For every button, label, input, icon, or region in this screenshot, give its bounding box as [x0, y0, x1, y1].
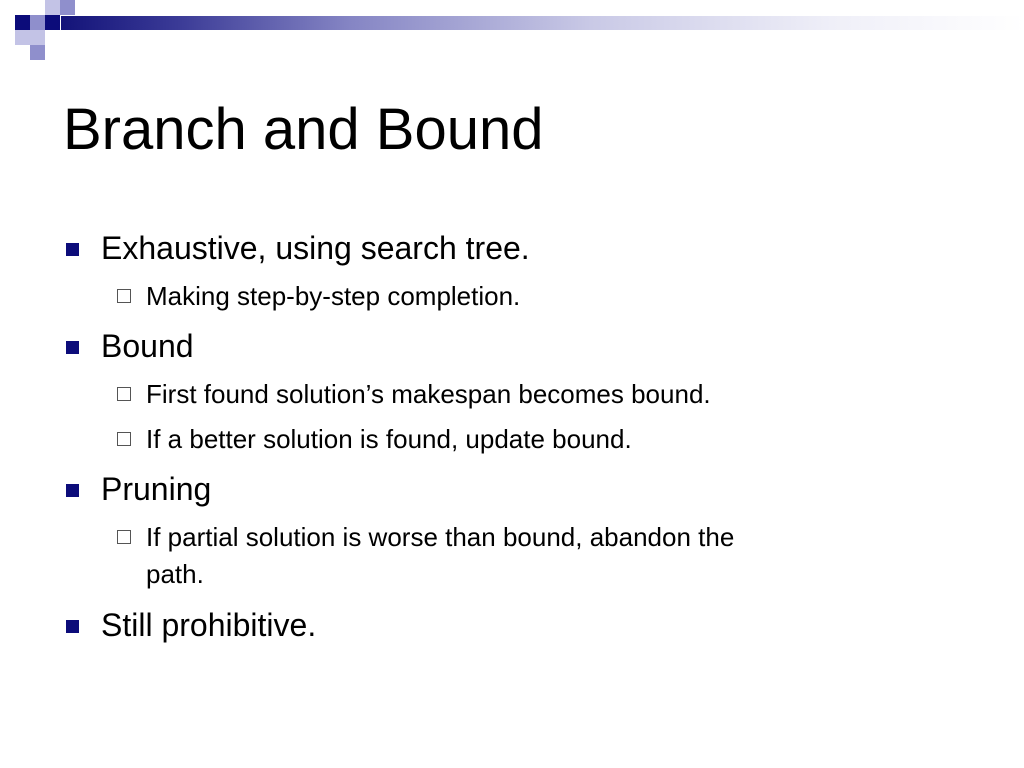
- bullet-item: Exhaustive, using search tree.: [101, 230, 530, 266]
- square-bullet-icon: [66, 243, 79, 256]
- sub-bullet-item: Making step-by-step completion.: [146, 281, 521, 311]
- sub-bullet-item: If partial solution is worse than bound, abandon the: [146, 522, 735, 552]
- hollow-square-bullet-icon: [117, 530, 131, 544]
- slide-title: Branch and Bound: [63, 97, 544, 162]
- bullet-item: Bound: [101, 328, 194, 364]
- square-bullet-icon: [66, 341, 79, 354]
- hollow-square-bullet-icon: [117, 387, 131, 401]
- bullet-item: Pruning: [101, 471, 212, 507]
- hollow-square-bullet-icon: [117, 432, 131, 446]
- hollow-square-bullet-icon: [117, 289, 131, 303]
- sub-bullet-item: If a better solution is found, update bound.: [146, 424, 632, 454]
- square-bullet-icon: [66, 620, 79, 633]
- bullet-item: Still prohibitive.: [101, 607, 317, 643]
- square-bullet-icon: [66, 484, 79, 497]
- sub-bullet-item-continuation: path.: [146, 559, 204, 589]
- sub-bullet-item: First found solution’s makespan becomes bound.: [146, 379, 711, 409]
